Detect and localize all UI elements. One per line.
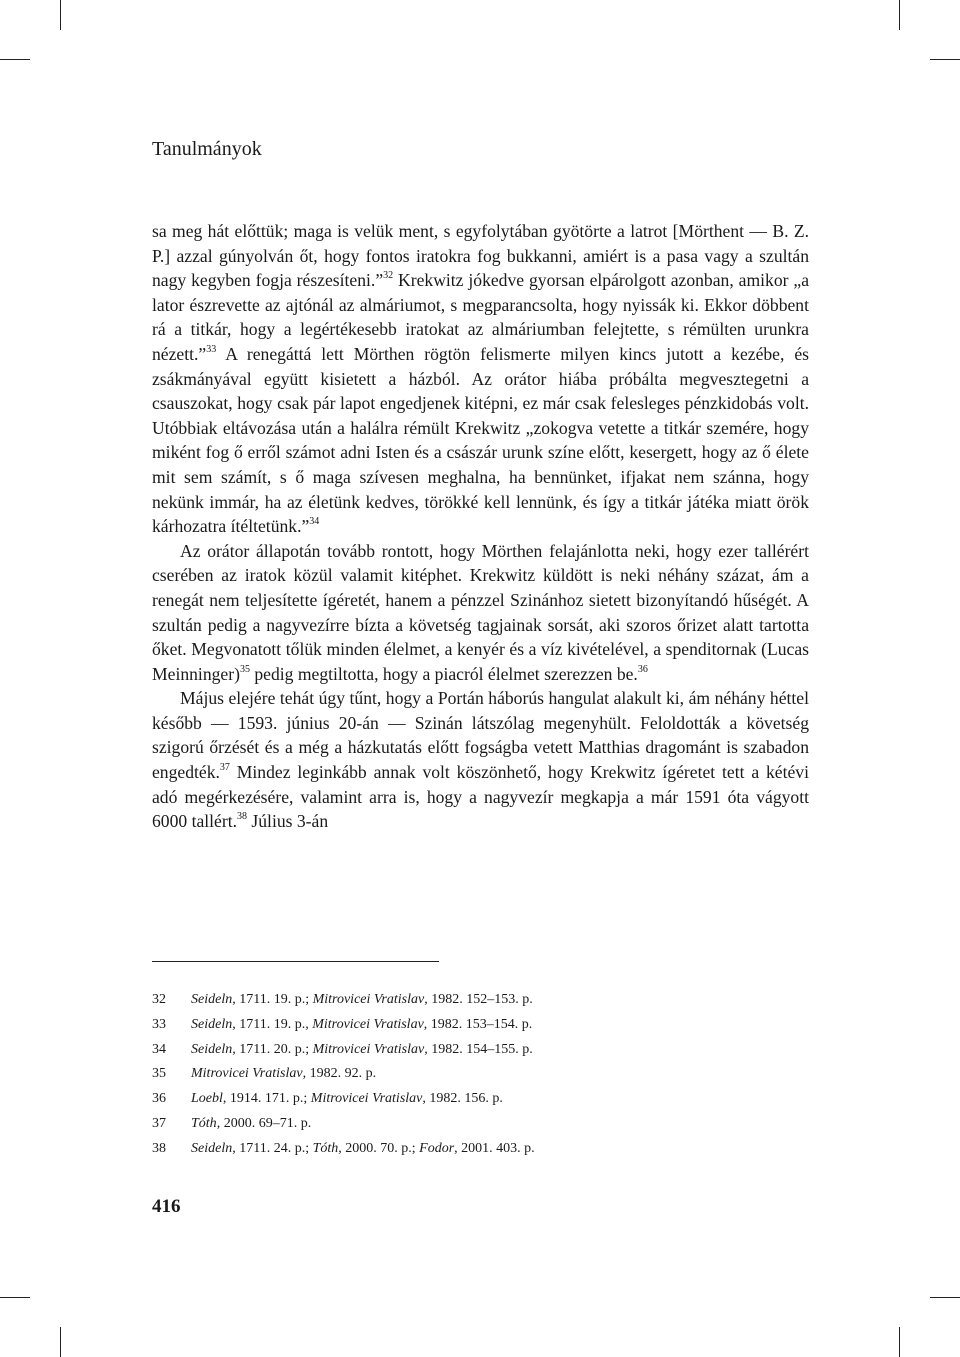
crop-mark [930, 1297, 960, 1298]
footnote-number: 37 [152, 1115, 166, 1131]
footnote-item [152, 1013, 802, 1038]
footnote-number: 38 [152, 1140, 166, 1156]
body-paragraph [152, 539, 809, 687]
footnote-author: Seideln [191, 1016, 233, 1032]
footnote-number: 35 [152, 1066, 166, 1082]
footnote-author: Mitrovicei Vratislav [191, 1066, 303, 1082]
footnotes [152, 988, 802, 1162]
footnote-number: 36 [152, 1091, 166, 1107]
footnote-author: Seideln [191, 1041, 233, 1057]
footnote-citation: , 2001. 403. p. [454, 1140, 535, 1156]
crop-mark [930, 59, 960, 60]
footnote-author: Fodor [419, 1140, 455, 1156]
footnote-citation: , 1982. 152–153. p. [424, 992, 533, 1007]
footnote-item [152, 1038, 802, 1063]
footnote-text [191, 988, 533, 1013]
footnote-author: Loebl [191, 1091, 223, 1107]
footnote-text [191, 1038, 533, 1063]
text-segment: Május elejére tehát úgy tűnt, hogy a Portán háborús hangulat alakult ki, ám néhány héttel később — 1593. június 20-án — Szinán látszólag megenyhült. Feloldották a követség szigorú őrzését és a még a házkutatás előtt fogságba vetett Matthias dragománt is szabadon engedték. [152, 688, 809, 783]
footnote-reference: 36 [637, 663, 648, 675]
crop-mark [0, 59, 30, 60]
footnote-text [191, 1087, 503, 1112]
crop-mark [0, 1297, 30, 1298]
footnote-author: Seideln [191, 1140, 233, 1156]
footnote-separator [152, 961, 439, 962]
body-paragraph [152, 686, 809, 834]
footnote-reference: 34 [309, 516, 320, 528]
footnote-author: Seideln [191, 992, 233, 1007]
body-text [152, 219, 809, 834]
text-segment: pedig megtiltotta, hogy a piacról élelmet szerezzen be. [249, 663, 638, 684]
text-segment: Mindez leginkább annak volt köszönhető, hogy Krekwitz ígéretet tett a kétévi adó megérkezésére, valamint arra is, hogy a nagyvezír megkapja a már 1591 óta vágyott 6000 tallért. [152, 762, 809, 832]
footnote-citation: , 2000. 70. p.; [338, 1140, 420, 1156]
footnote-reference: 32 [383, 270, 394, 282]
footnote-item [152, 1062, 802, 1087]
footnote-author: Mitrovicei Vratislav [310, 1091, 423, 1107]
footnote-reference: 37 [219, 762, 230, 774]
footnote-citation: , 1711. 24. p.; [232, 1140, 313, 1156]
footnote-citation: , 1711. 19. p., [232, 1016, 313, 1032]
footnote-reference: 35 [239, 663, 250, 675]
footnote-author: Tóth [191, 1115, 217, 1131]
footnote-reference: 38 [237, 811, 248, 823]
footnote-text [191, 1112, 311, 1137]
crop-mark [60, 0, 61, 30]
footnote-reference: 33 [206, 344, 217, 356]
footnote-number: 32 [152, 992, 166, 1007]
footnote-citation: , 1982. 156. p. [422, 1091, 503, 1107]
footnote-text [191, 1062, 376, 1087]
footnote-item [152, 1087, 802, 1112]
footnote-number: 33 [152, 1016, 166, 1032]
footnote-citation: , 1914. 171. p.; [222, 1091, 311, 1107]
footnote-author: Mitrovicei Vratislav [312, 1041, 425, 1057]
footnote-citation: , 1982. 153–154. p. [423, 1016, 533, 1032]
footnote-citation: , 1982. 154–155. p. [424, 1041, 533, 1057]
running-header: Tanulmányok [152, 138, 262, 160]
crop-mark [60, 1327, 61, 1357]
footnote-citation: , 1711. 19. p.; [232, 992, 313, 1007]
footnote-text [191, 1137, 535, 1162]
crop-mark [899, 0, 900, 30]
footnote-number: 34 [152, 1041, 166, 1057]
crop-mark [899, 1327, 900, 1357]
text-segment: Krekwitz jókedve gyorsan elpárolgott azonban, amikor „a lator észrevette az ajtónál az almáriumot, s megparancsolta, hogy nyissák ki. Ekkor döbbent rá a titkár, hogy a legértékesebb iratokat az almáriumban felejtette, s rémülten urunkra nézett.” [152, 270, 809, 364]
footnote-item [152, 988, 802, 1013]
footnote-author: Tóth [312, 1140, 339, 1156]
text-segment: sa meg hát előttük; maga is velük ment, s egyfolytában gyötörte a latrot [Mörthent — B. Z. P.] azzal gúnyolván őt, hogy fontos iratokra fog bukkanni, amiért is a pasa vagy a szultán nagy kegyben fogja részesíteni.” [152, 221, 809, 291]
footnote-author: Mitrovicei Vratislav [312, 1016, 424, 1032]
footnote-text [191, 1013, 532, 1038]
text-segment: A renegáttá lett Mörthen rögtön felismerte milyen kincs jutott a kezébe, és zsákmányával együtt kisietett a házból. Az orátor hiába próbálta megvesztegetni a csauszokat, hogy csak pár lapot engedjenek kitépni, ez már csak felesleges pénzkidobás volt. Utóbbiak eltávozása után a halálra rémült Krekwitz „zokogva vetette a titkár szemére, hogy miként fog ő erről számot adni Isten és a császár urunk színe előtt, kesergett, hogy az ő élete mit sem számít, s ő maga szívesen meghalna, ha bennünket, ifjakat nem szánna, hogy nekünk immár, ha az életünk kedves, törökké kell lennünk, és így a titkár játéka miatt örök kárhozatra ítéltetünk.” [152, 343, 809, 537]
footnote-citation: , 2000. 69–71. p. [216, 1115, 312, 1131]
text-segment: Július 3-án [247, 811, 329, 832]
footnote-author: Mitrovicei Vratislav [312, 992, 425, 1007]
page-number: 416 [152, 1196, 181, 1217]
footnote-citation: , 1982. 92. p. [302, 1066, 377, 1082]
text-segment: Az orátor állapotán tovább rontott, hogy Mörthen felajánlotta neki, hogy ezer tallérért cserében az iratok közül valamit kitéphet. Krekwitz küldött is neki néhány százat, ám a renegát nem teljesítette ígéretét, hanem a pénzzel Szinánhoz sietett bizonyítandó hűségét. A szultán pedig a nagyvezírre bízta a követség tagjainak sorsát, aki szoros őrizet alatt tartotta őket. Megvonatott tőlük minden élelmet, a kenyér és a víz kivételével, a spenditornak (Lucas Meinninger) [152, 540, 809, 684]
footnote-item [152, 1137, 802, 1162]
body-paragraph [152, 219, 809, 539]
footnote-citation: , 1711. 20. p.; [232, 1041, 313, 1057]
footnote-item [152, 1112, 802, 1137]
